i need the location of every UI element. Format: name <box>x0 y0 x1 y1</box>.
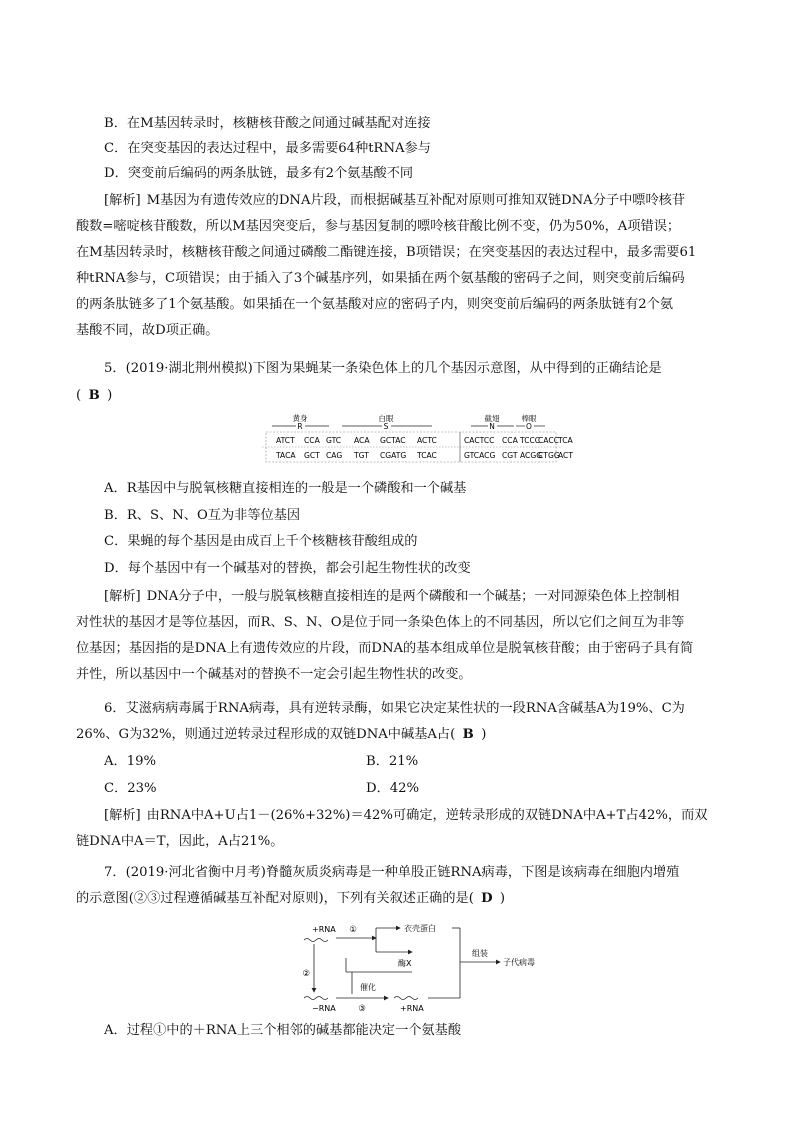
q6-stem-line-1: 6．艾滋病病毒属于RNA病毒，具有逆转录酶，如果它决定某性状的一段RNA含碱基A为19%、C为 <box>104 701 685 716</box>
q4-analysis-line-2: 酸数=嘧啶核苷酸数，所以M基因突变后，参与基因复制的嘌呤核苷酸比例不变，仍为50%，A项错误； <box>76 219 681 234</box>
svg-text:ACTC: ACTC <box>417 436 437 445</box>
q7-stem-line-2: 的示意图(②③过程遵循碱基互补配对原则)，下列有关叙述正确的是( D ) <box>76 889 718 909</box>
q5-option-b: B．R、S、N、O互为非等位基因 <box>104 508 301 523</box>
q6-analysis-line-2: 链DNA中A＝T，因此，A占21%。 <box>76 834 284 849</box>
plus-rna-bottom-label: +RNA <box>400 1004 424 1013</box>
svg-text:GTCACG: GTCACG <box>464 451 496 460</box>
gene-s-trait: 白眼 <box>378 414 394 423</box>
catalyze-label: 催化 <box>360 983 376 992</box>
gene-o <box>516 413 545 431</box>
svg-text:ACT: ACT <box>558 451 574 460</box>
analysis-tag: [解析] <box>104 589 141 604</box>
analysis-tag: [解析] <box>104 808 141 823</box>
gene-n-trait: 截翅 <box>484 414 500 423</box>
q4-option-d: D．突变前后编码的两条肽链，最多有2个氨基酸不同 <box>104 166 414 181</box>
q5-gene-figure <box>262 412 574 470</box>
svg-text:CAG: CAG <box>326 451 343 460</box>
analysis-tag: [解析] <box>104 193 141 208</box>
enzyme-x-label: 酶X <box>398 959 412 968</box>
svg-text:GCTAC: GCTAC <box>380 436 406 445</box>
q5-analysis-line-3: 位基因；基因指的是DNA上有遗传效应的片段，而DNA的基本组成单位是脱氧核苷酸；由于密码子具有简 <box>76 641 694 656</box>
q5-analysis-line-4: 并性，所以基因中一个碱基对的替换不一定会引起生物性状的改变。 <box>76 667 472 682</box>
svg-text:CCA: CCA <box>502 436 518 445</box>
q5-option-c: C．果蝇的每个基因是由成百上千个核糖核苷酸组成的 <box>104 534 418 549</box>
q6-option-c: C．23% <box>104 781 157 796</box>
q5-analysis-line-1: [解析] DNA分子中，一般与脱氧核糖直接相连的是两个磷酸和一个碱基；一对同源染色体上控制相 <box>104 589 680 604</box>
svg-text:CACC: CACC <box>538 436 559 445</box>
svg-text:CGATG: CGATG <box>380 451 407 460</box>
q6-option-a: A．19% <box>104 754 157 769</box>
step-2-label: ② <box>302 969 310 979</box>
svg-text:TCAC: TCAC <box>417 451 437 460</box>
q5-option-a: A．R基因中与脱氧核糖直接相连的一般是一个磷酸和一个碱基 <box>104 481 467 496</box>
q5-stem-line-1: 5．(2019·湖北荆州模拟)下图为果蝇某一条染色体上的几个基因示意图，从中得到的正确结论是 <box>104 361 662 376</box>
gene-n-symbol: N <box>489 422 495 431</box>
q5-analysis-line-2: 对性状的基因才是等位基因，而R、S、N、O是位于同一条染色体上的不同基因，所以它们之间互为非等 <box>76 615 685 630</box>
q7-answer: D <box>481 891 493 906</box>
svg-text:CACTCC: CACTCC <box>464 436 495 445</box>
q6-answer: B <box>462 727 474 742</box>
svg-text:ACGG: ACGG <box>520 451 543 460</box>
q5-option-d: D．每个基因中有一个碱基对的替换，都会引起生物性状的改变 <box>104 561 471 576</box>
q6-analysis-line-1: [解析] 由RNA中A+U占1－(26%+32%)＝42%可确定，逆转录形成的双链DNA中A+T占42%，而双 <box>104 808 708 823</box>
gene-s-symbol: S <box>383 422 389 431</box>
svg-text:GTC: GTC <box>326 436 342 445</box>
plus-rna-top-label: +RNA <box>312 925 336 934</box>
minus-rna-label: −RNA <box>312 1004 336 1013</box>
q4-option-c: C．在突变基因的表达过程中，最多需要64种tRNA参与 <box>104 141 431 156</box>
q4-analysis-line-1: [解析] M基因为有遗传效应的DNA片段，而根据碱基互补配对原则可推知双链DNA分子中嘌呤核苷 <box>104 193 686 208</box>
assemble-label: 组装 <box>472 949 488 958</box>
svg-text:CTGG: CTGG <box>538 451 560 460</box>
svg-text:CCA: CCA <box>304 436 320 445</box>
svg-text:TCCC: TCCC <box>520 436 541 445</box>
gene-r <box>272 413 329 431</box>
step-1-label: ① <box>349 925 357 935</box>
q6-stem-line-2: 26%、G为32%，则通过逆转录过程形成的双链DNA中碱基A占( B ) <box>76 725 718 745</box>
q6-option-b: B．21% <box>366 754 419 769</box>
step-3-label: ③ <box>358 1004 366 1014</box>
svg-text:CGT: CGT <box>502 451 518 460</box>
q7-stem-line-1: 7．(2019·河北省衡中月考)脊髓灰质炎病毒是一种单股正链RNA病毒，下图是该病毒在细胞内增殖 <box>104 865 680 880</box>
svg-text:TACA: TACA <box>276 451 296 460</box>
q4-analysis-line-3: 在M基因转录时，核糖核苷酸之间通过磷酸二酯键连接，B项错误；在突变基因的表达过程中，最多需要61 <box>76 245 697 260</box>
svg-text:ACA: ACA <box>354 436 370 445</box>
q4-option-b: B．在M基因转录时，核糖核苷酸之间通过碱基配对连接 <box>104 116 431 131</box>
coat-protein-label: 衣壳蛋白 <box>404 924 436 933</box>
q5-answer: B <box>88 388 100 403</box>
svg-text:TGT: TGT <box>354 451 369 460</box>
q5-stem-line-2: ( B ) <box>76 386 718 406</box>
q4-analysis-line-4: 种tRNA参与，C项错误；由于插入了3个碱基序列，如果插在两个氨基酸的密码子之间，则突变前后编码 <box>76 271 685 286</box>
gene-r-symbol: R <box>297 422 303 431</box>
gene-o-trait: 棒眼 <box>521 414 537 423</box>
gene-n <box>471 413 514 431</box>
q4-analysis-line-6: 基酸不同，故D项正确。 <box>76 323 219 338</box>
svg-text:ATCT: ATCT <box>276 436 295 445</box>
gene-o-symbol: O <box>526 422 532 431</box>
q7-option-a: A．过程①中的＋RNA上三个相邻的碱基都能决定一个氨基酸 <box>104 1023 462 1038</box>
dna-top-strand <box>276 436 573 445</box>
dna-bottom-strand <box>275 451 573 460</box>
progeny-virus-label: 子代病毒 <box>503 958 535 967</box>
q7-virus-proliferation-figure <box>300 918 540 1016</box>
svg-text:TCA: TCA <box>558 436 573 445</box>
svg-text:GCT: GCT <box>304 451 320 460</box>
gene-s <box>342 413 432 431</box>
q4-analysis-line-5: 的两条肽链多了1个氨基酸。如果插在一个氨基酸对应的密码子内，则突变前后编码的两条肽链有2个氨 <box>76 297 674 312</box>
gene-r-trait: 黄身 <box>292 414 308 423</box>
q6-option-d: D．42% <box>366 781 420 796</box>
